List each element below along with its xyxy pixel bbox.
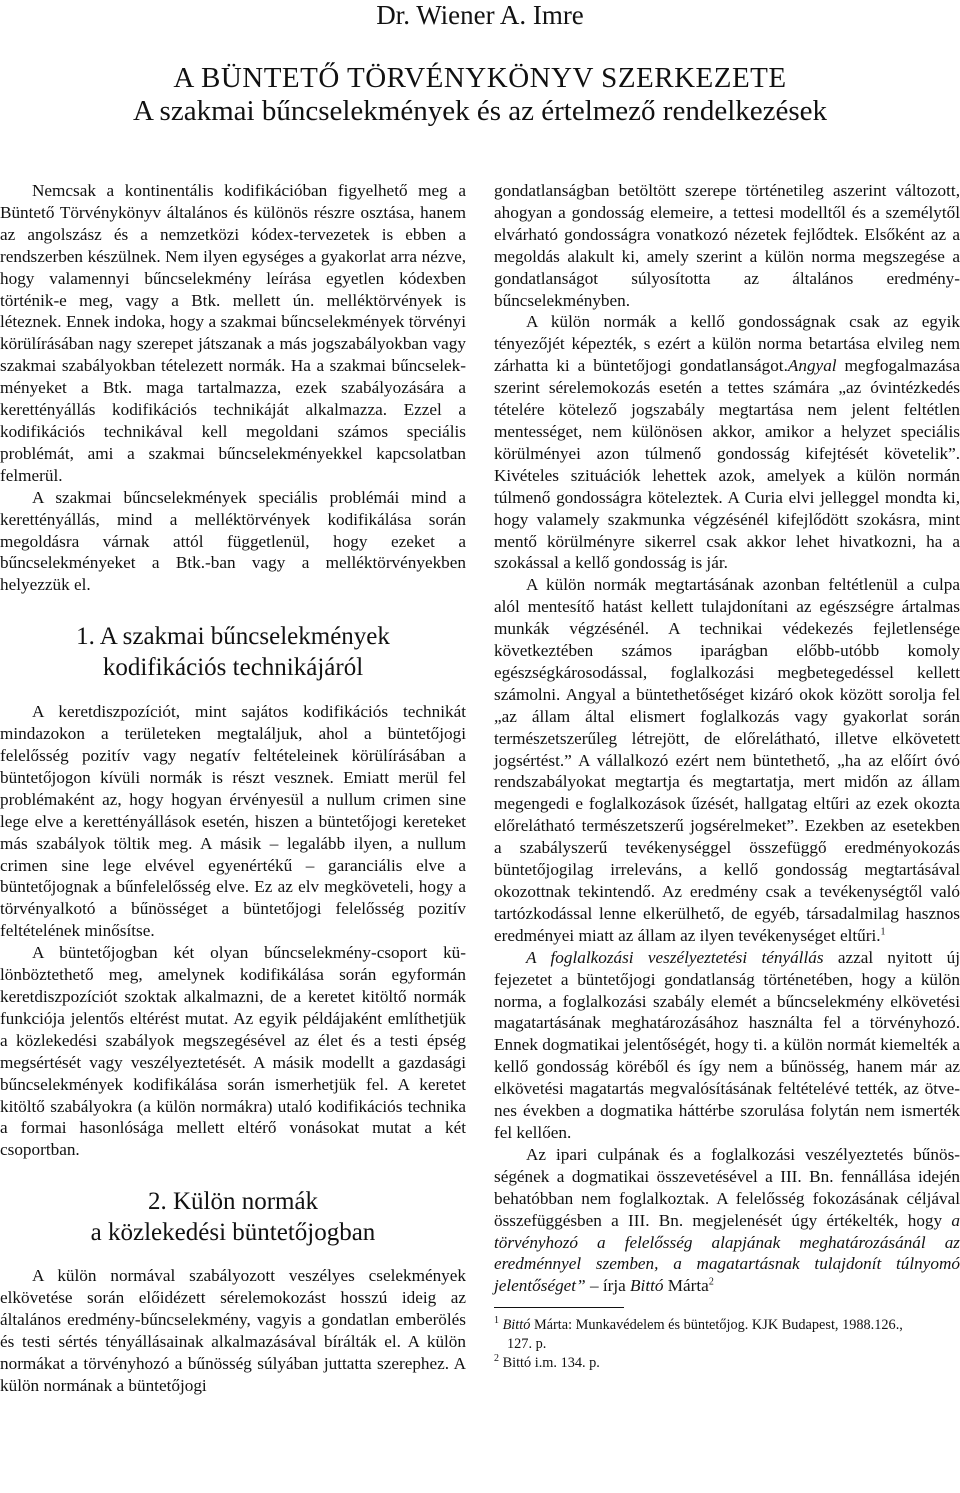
section-2-heading-line-2: a közlekedési büntetőjogban [90, 1219, 376, 1247]
text-run: A külön normák megtartásának azonban feltétlenül a culpa alól mentesítő hatást kellett tulajdonítani az egészségre ártalmas munkák végzésénél. A technikai védekezés fejletlensége következtében számos iparágban előbb-utóbb komoly egészségkárosodással, foglalkozási megbetegedéssel kellett számolni. Angyal a büntethetőséget kizáró okok között sorolja fel „az állam által elismert foglalkozás vagy gyakorlat során természetszerűleg létrejött, de előrelátható, illetve elkövetett jogsértést.” A vállalkozó ezért nem büntethető, „ha az előírt óvó rendszabályokat megtartja és megtartatja, mert midőn az állam megengedi e foglalkozások űzését, hallgatag eltűri az ezek okozta előrelátható természetszerű jogsérelmeket”. Ezekben az esetekben a szabályszerű tevékenységgel összefüggő eredményokozás büntetőjogilag irreleváns, a kellő gondosság megtartásával okozottnak tekintendő. Az eredmény csak a tevékenységtől való tartózkodással lenne elkerülhető, de egyéb, társadalmilag hasznos eredményei miatt az állam az ilyen tevékenységet eltűri. [494, 575, 960, 945]
text-run: Az ipari culpának és a foglalkozási veszélyeztetés bűnösségének a dogmatikai összevetésével a III. Bn. fennállása idején behatóbban nem foglalkoztak. A felelősség fokozásának céljával összefüggésben a III. Bn. megjelenését úgy értékelték, hogy [494, 1144, 960, 1230]
author-name: Dr. Wiener A. Imre [376, 0, 584, 30]
text-run: A külön normák a kellő gondosságnak csak az egyik tényezőjét képezték, s ezért a külön norma betartása elvileg nem zárhatta ki a büntetőjogi gondatlanságot. [494, 312, 960, 376]
footnote-author: Bittó [502, 1317, 531, 1334]
section-2-heading-line-1: 2. Külön normák [147, 1188, 319, 1216]
footnote-text-continued: 127. p. [507, 1336, 547, 1353]
paragraph-kulon-norma: A külön normával szabályozott veszélyes cselekmények elkövetése során előidézett sérelemokozást hosszú ideig az általános eredmény-bűncselekmény, vagyis a gondatlan emberölés és testi sértés tényállásainak alkalmazásával bírálták el. A külön normákat a törvényhozó a bűnösség súlyában juttatta szerephez. A külön normának a büntetőjogi [0, 1266, 466, 1395]
left-column [0, 180, 466, 1397]
text-run: azzal nyitott új fejezetet a büntetőjogi gondatlanság történetében, hogy a külön norma, a foglalkozási szabály elemét a bűncselekmény elkövetési magatartásának meghatározásához használta fel a törvényhozó. Ennek dogmatikai jelentőségét, hogy ti. a külön normát kiemelték a kellő gondosság köréből és így nem a bűnösség, hanem már az elkövetési magatartás megvalósításának feltételévé tették, az ötvenes években a dogmatika háttérbe szorulása folytán nem ismerték fel kellően. [494, 947, 960, 1142]
section-2-heading [0, 1186, 466, 1248]
section-1-heading-line-2: kodifikációs technikájáról [102, 654, 364, 682]
footnote-text: Márta: Munkavédelem és büntetőjog. KJK Budapest, 1988.126., [530, 1317, 903, 1334]
paragraph-kello-gondossag [494, 311, 960, 574]
title-block [0, 62, 960, 128]
footnote-1 [494, 1316, 960, 1354]
footnote-number: 1 [494, 1315, 499, 1327]
footnote-ref-2[interactable]: 2 [708, 1276, 714, 1288]
right-column [494, 180, 960, 1373]
footnote-divider [494, 1307, 624, 1308]
author-name-bitto: Bittó [630, 1276, 664, 1296]
footnote-2 [494, 1354, 960, 1373]
footnote-ref-1[interactable]: 1 [880, 926, 886, 938]
footnote-text: Bittó i.m. 134. p. [499, 1355, 600, 1372]
paragraph-continued: gondatlanságban betöltött szerepe történetileg aszerint változott, ahogyan a gondosság elemeire, a tettesi modelltől és a személytől elvárható gondosságra vonatkozó nézetek fejlődtek. Elsőként az a megoldás alakult ki, amely szerint a külön norma megszegése a gondatlanságot súlyosította az általános eredmény-bűncselekményben. [494, 181, 960, 310]
paragraph-special-problems: A szakmai bűncselekmények speciális problémái mind a kerettényállás, mind a melléktörvények kodifikálása során megoldásra várnak attól függetlenül, hogy ezeket a bűncselekményeket a Btk.-ban vagy a melléktörvényekben helyezzük el. [0, 487, 466, 595]
text-run: – írja [585, 1276, 631, 1296]
italic-term: A foglalkozási veszélyeztetési tényállás [526, 947, 824, 967]
author-name-angyal: Angyal [787, 356, 837, 376]
paragraph-ket-csoport: A büntetőjogban két olyan bűncselekmény-csoport különböztethető meg, amelynek kodifikálása során egyformán keretdiszpozíciót szoktak alkalmazni, de a keretet kitöltő normák funkciója jelentős eltérést mutat. Az egyik példájaként említhetjük a közlekedési szabályok megszegésével az élet és a testi épség megsértését vagy veszélyeztetését. A másik modellt a gazdasági bűncselekmények kodifikálása során ismerhetjük fel. A keretet kitöltő szabályokra (a külön normákra) utaló kodifikációs technika a formai hasonlósága mellett eltérő vonásokat mutat a két csoportban. [0, 943, 466, 1160]
text-run: megfogalmazása szerint sérelemokozás esetén a tettes számára „az óvintézkedés tételére kötelező jogszabály megtartása nem jelent feltétlen mentességet, nem különösen akkor, amikor a helyzet speciális körülményei azon túlmenő gondosság kifejtését követelik”. Kivételes szituációk lehettek azok, amelyek a külön normán túlmenő gondosságra köteleztek. A Curia elvi jelleggel mondta ki, hogy valamely szakmunka végzésénél kifejlődött szokásra, mint mentő körülményre sikerrel csak akkor lehet hivatkozni, ha a szokással a kellő gondosság is jár. [494, 356, 960, 573]
paragraph-intro: Nemcsak a kontinentális kodifikációban figyelhető meg a Büntető Törvénykönyv általános és különös részre osztása, hanem az angolszász és a nemzetközi kódex-tervezetek is ebben a rendszerben készülnek. Nem ilyen egységes a gyakorlat arra nézve, hogy valamennyi bűncselekmény leírása egyetlen kódexben történik-e meg, vagy a Btk. mellett ún. melléktörvények is léteznek. Ennek indoka, hogy a szakmai bűncselekmények törvényi körülírásában nagy szerepet játszanak a más jogszabályokban vagy szakmai szabályokban tételezett normák. Ha a szakmai bűncselekményeket a Btk. maga tartalmazza, ezek szabályozására a kerettényállás kodifikációs technikáját alkalmazza. Ezzel a kodifikációs technikával kell megoldani számos speciális problémát, ami a szakmai bűncselekményekkel kapcsolatban felmerül. [0, 181, 466, 485]
paragraph-foglalkozasi [494, 947, 960, 1144]
section-1-heading-line-1: 1. A szakmai bűncselekmények [76, 623, 390, 651]
page-subtitle: A szakmai bűncselekmények és az értelmező rendelkezések [132, 95, 828, 127]
paragraph-culpa [494, 574, 960, 946]
paragraph-ipari-culpa [494, 1144, 960, 1297]
section-1-heading [0, 621, 466, 683]
page-title: A BÜNTETŐ TÖRVÉNYKÖNYV SZERKEZETE [173, 62, 787, 94]
paragraph-keretdiszpozicio: A keretdiszpozíciót, mint sajátos kodifikációs technikát mindazokon a területeken megtaláljuk, ahol a büntetőjogi felelősség pozitív vagy negatív feltételeinek körülírásában a büntetőjogon kívüli normák is részt vesznek. Emiatt merül fel problémaként az, hogy hogyan érvényesül a nullum crimen sine lege elve a kerettényállások esetén, hiszen a büntetőjogi kereteket más szabályok töltik meg. A másik – legalább ilyen, a nullum crimen sine lege elvével egyenértékű – garanciális elve a büntetőjognak a bűnfelelősség elve. Ez az elv megköveteli, hogy a törvényalkotó a bűnösséget a büntetőjogi felelősség pozitív feltételének minősítse. [0, 702, 466, 941]
italic-quote: a törvényhozó a felelősség alapjának meghatározásánál az eredménnyel szemben, a magatartásnak tulajdonít túlnyomó jelentőséget” [494, 1210, 960, 1296]
footnote-number: 2 [494, 1353, 499, 1365]
text-run: Márta [663, 1276, 709, 1296]
